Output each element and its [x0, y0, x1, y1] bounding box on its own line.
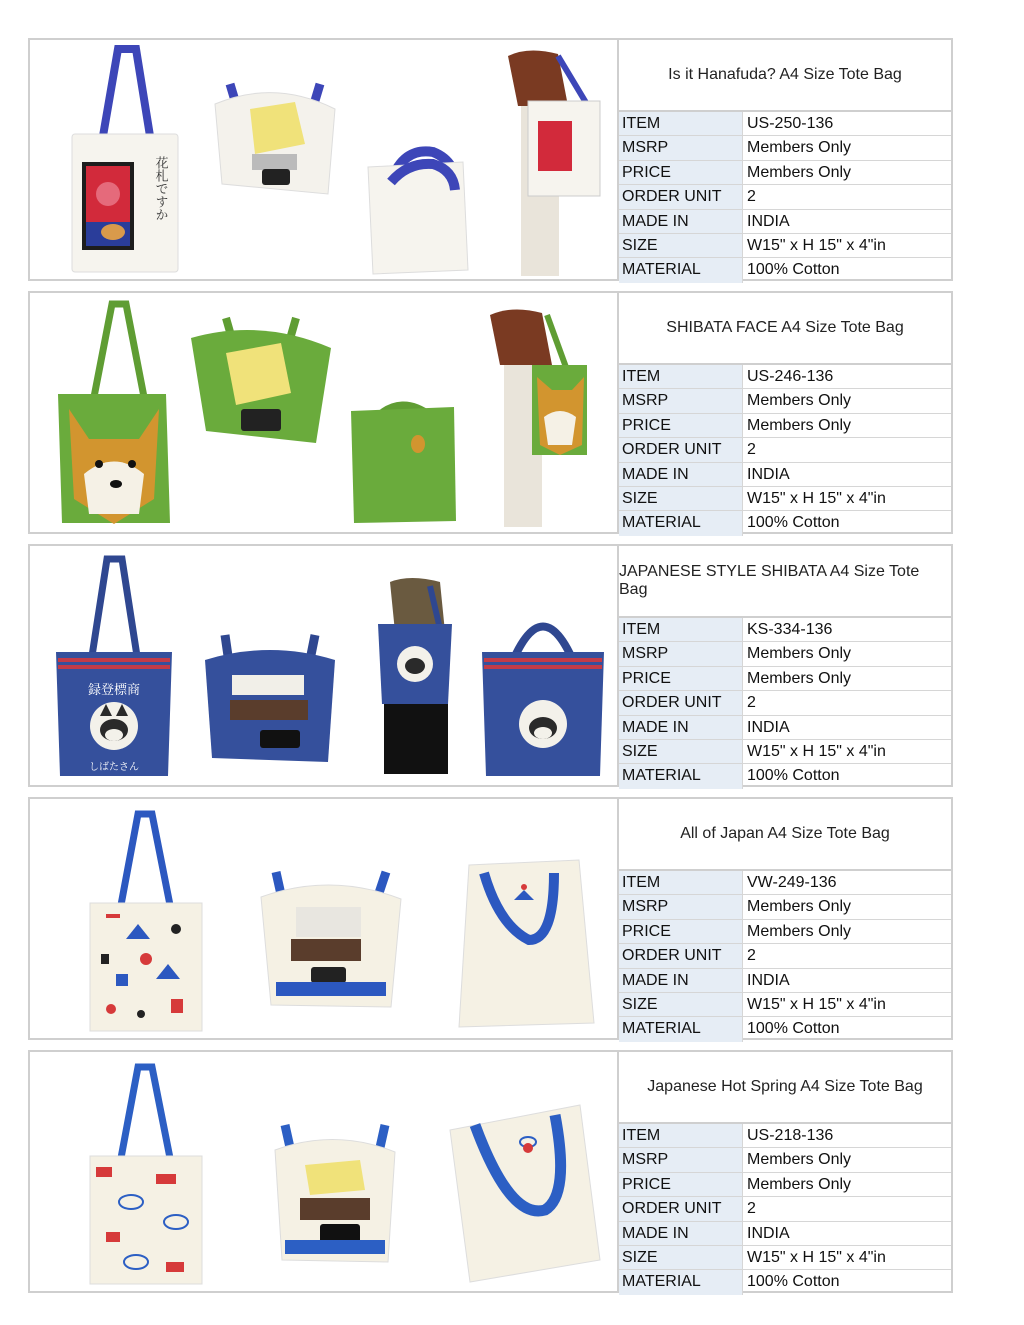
spec-label: ITEM [619, 871, 743, 894]
product-photo-model [370, 574, 470, 774]
product-photo-front [54, 299, 174, 527]
spec-row-item [619, 112, 951, 136]
spec-row-msrp [619, 136, 951, 160]
product-info [617, 1052, 951, 1291]
spec-label: MADE IN [619, 1222, 743, 1245]
spec-value: INDIA [747, 212, 790, 230]
spec-value: W15" x H 15" x 4"in [747, 489, 886, 507]
spec-row-size [619, 487, 951, 511]
product-photo-interior [210, 74, 340, 204]
spec-value: Members Only [747, 898, 852, 916]
spec-row-item [619, 618, 951, 642]
spec-row-material [619, 1017, 951, 1041]
spec-row-price [619, 920, 951, 944]
product-title: All of Japan A4 Size Tote Bag [619, 799, 951, 871]
spec-row-msrp [619, 895, 951, 919]
product-info [617, 293, 951, 532]
spec-row-price [619, 667, 951, 691]
spec-row-order-unit [619, 438, 951, 462]
spec-label: MSRP [619, 642, 743, 665]
product-photos [30, 293, 617, 532]
name-artwork-text: しばたさん [89, 762, 139, 773]
product-title: Is it Hanafuda? A4 Size Tote Bag [619, 40, 951, 112]
spec-value: KS-334-136 [747, 621, 833, 638]
spec-value: Members Only [747, 922, 852, 940]
product-info [617, 40, 951, 279]
product-photo-interior [270, 1120, 400, 1270]
spec-label: MADE IN [619, 716, 743, 739]
spec-value: 2 [747, 188, 756, 206]
spec-label: ORDER UNIT [619, 691, 743, 714]
product-photo-model [472, 305, 592, 527]
product-photo-back [430, 1100, 606, 1286]
spec-label: ITEM [619, 112, 743, 135]
spec-value: 2 [747, 441, 756, 459]
spec-label: SIZE [619, 487, 743, 510]
spec-label: MATERIAL [619, 764, 743, 788]
spec-label: PRICE [619, 920, 743, 943]
product-block-1 [28, 38, 953, 281]
product-photo-interior [200, 630, 340, 770]
spec-value: W15" x H 15" x 4"in [747, 995, 886, 1013]
spec-row-item [619, 871, 951, 895]
spec-value: Members Only [747, 669, 852, 687]
spec-label: MATERIAL [619, 1017, 743, 1041]
spec-label: SIZE [619, 234, 743, 257]
spec-row-msrp [619, 642, 951, 666]
product-info [617, 799, 951, 1038]
product-photo-front [52, 554, 177, 780]
spec-value: 100% Cotton [747, 1020, 840, 1038]
spec-label: SIZE [619, 1246, 743, 1269]
spec-label: ITEM [619, 365, 743, 388]
spec-row-size [619, 234, 951, 258]
spec-label: MATERIAL [619, 1270, 743, 1294]
spec-row-size [619, 993, 951, 1017]
spec-value: W15" x H 15" x 4"in [747, 236, 886, 254]
spec-row-made-in [619, 969, 951, 993]
spec-row-size [619, 740, 951, 764]
spec-value: Members Only [747, 1175, 852, 1193]
spec-value: 2 [747, 694, 756, 712]
product-photo-interior [256, 867, 406, 1017]
spec-label: ORDER UNIT [619, 1197, 743, 1220]
spec-row-material [619, 511, 951, 535]
spec-label: MADE IN [619, 463, 743, 486]
product-info [617, 546, 951, 785]
spec-row-msrp [619, 1148, 951, 1172]
spec-value: US-218-136 [747, 1127, 834, 1144]
spec-label: MSRP [619, 895, 743, 918]
spec-value: 100% Cotton [747, 1273, 840, 1291]
spec-value: US-246-136 [747, 368, 834, 385]
spec-label: ORDER UNIT [619, 438, 743, 461]
spec-value: 2 [747, 1200, 756, 1218]
spec-value: 100% Cotton [747, 514, 840, 532]
spec-row-order-unit [619, 944, 951, 968]
spec-label: MADE IN [619, 969, 743, 992]
spec-value: INDIA [747, 971, 790, 989]
product-photo-front [86, 809, 206, 1035]
spec-label: MSRP [619, 389, 743, 412]
spec-label: MSRP [619, 1148, 743, 1171]
spec-row-price [619, 161, 951, 185]
spec-label: SIZE [619, 993, 743, 1016]
spec-label: PRICE [619, 667, 743, 690]
spec-row-made-in [619, 1222, 951, 1246]
spec-label: ITEM [619, 1124, 743, 1147]
spec-label: MATERIAL [619, 511, 743, 535]
spec-row-order-unit [619, 691, 951, 715]
product-photo-front [86, 1062, 206, 1288]
product-photo-back [478, 594, 608, 780]
spec-row-material [619, 764, 951, 788]
spec-row-item [619, 1124, 951, 1148]
spec-value: VW-249-136 [747, 874, 837, 891]
product-title: JAPANESE STYLE SHIBATA A4 Size Tote Bag [619, 546, 951, 618]
spec-label: MATERIAL [619, 258, 743, 282]
spec-value: 2 [747, 947, 756, 965]
product-title: SHIBATA FACE A4 Size Tote Bag [619, 293, 951, 365]
product-photo-front [68, 44, 183, 276]
spec-value: INDIA [747, 1224, 790, 1242]
spec-label: MADE IN [619, 210, 743, 233]
shop-artwork-text: 録登標商 [87, 683, 141, 698]
spec-row-order-unit [619, 185, 951, 209]
spec-label: ITEM [619, 618, 743, 641]
spec-value: Members Only [747, 416, 852, 434]
product-photo-back [346, 389, 461, 527]
spec-row-price [619, 1173, 951, 1197]
product-photos [30, 1052, 617, 1291]
spec-row-material [619, 258, 951, 282]
spec-value: INDIA [747, 465, 790, 483]
spec-row-item [619, 365, 951, 389]
spec-row-price [619, 414, 951, 438]
hanafuda-artwork-text: 花札ですか [152, 156, 168, 221]
spec-label: PRICE [619, 161, 743, 184]
product-photo-back [363, 142, 473, 276]
product-block-5 [28, 1050, 953, 1293]
product-photos [30, 546, 617, 785]
product-block-3 [28, 544, 953, 787]
spec-label: MSRP [619, 136, 743, 159]
product-photos [30, 799, 617, 1038]
spec-row-order-unit [619, 1197, 951, 1221]
product-photo-back [444, 855, 604, 1033]
spec-row-msrp [619, 389, 951, 413]
spec-value: W15" x H 15" x 4"in [747, 1248, 886, 1266]
product-block-4 [28, 797, 953, 1040]
spec-label: ORDER UNIT [619, 185, 743, 208]
product-photo-interior [186, 313, 336, 453]
spec-value: 100% Cotton [747, 767, 840, 785]
spec-label: PRICE [619, 414, 743, 437]
spec-value: Members Only [747, 139, 852, 157]
spec-value: Members Only [747, 392, 852, 410]
spec-row-made-in [619, 210, 951, 234]
product-title: Japanese Hot Spring A4 Size Tote Bag [619, 1052, 951, 1124]
product-photo-model [488, 46, 608, 276]
spec-label: SIZE [619, 740, 743, 763]
spec-value: 100% Cotton [747, 261, 840, 279]
spec-label: ORDER UNIT [619, 944, 743, 967]
spec-value: Members Only [747, 163, 852, 181]
spec-value: US-250-136 [747, 115, 834, 132]
spec-row-material [619, 1270, 951, 1294]
spec-value: Members Only [747, 645, 852, 663]
spec-value: W15" x H 15" x 4"in [747, 742, 886, 760]
spec-row-made-in [619, 463, 951, 487]
spec-row-size [619, 1246, 951, 1270]
spec-label: PRICE [619, 1173, 743, 1196]
product-block-2 [28, 291, 953, 534]
product-photos [30, 40, 617, 279]
spec-value: INDIA [747, 718, 790, 736]
spec-value: Members Only [747, 1151, 852, 1169]
spec-row-made-in [619, 716, 951, 740]
